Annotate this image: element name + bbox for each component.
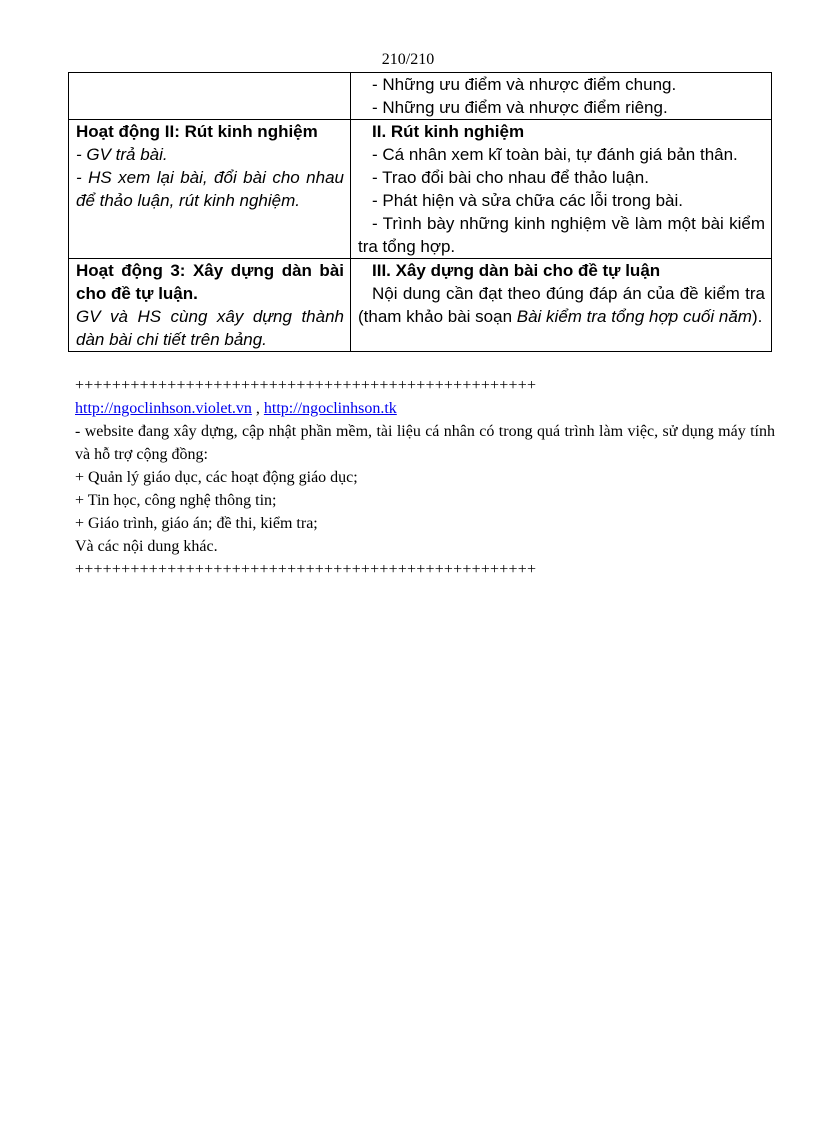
separator-bottom: ++++++++++++++++++++++++++++++++++++++++++++++++++ xyxy=(75,561,537,578)
section-heading: II. Rút kinh nghiệm xyxy=(372,122,525,141)
row1-right-cell xyxy=(351,73,772,120)
website-description: - website đang xây dựng, cập nhật phần mềm, tài liệu cá nhân có trong quá trình làm việc, sử dụng máy tính và hỗ trợ cộng đồng: xyxy=(75,423,775,463)
footer xyxy=(75,374,775,581)
row2-left-cell xyxy=(69,120,351,259)
list-item: - Những ưu điểm và nhược điểm riêng. xyxy=(372,98,668,117)
lesson-table xyxy=(68,72,772,352)
row3-right-cell xyxy=(351,259,772,352)
activity-description: GV và HS cùng xây dựng thành dàn bài chi tiết trên bảng. xyxy=(76,307,344,349)
bullet-item: + Quản lý giáo dục, các hoạt động giáo dục; xyxy=(75,469,358,486)
list-item: - Phát hiện và sửa chữa các lỗi trong bài. xyxy=(372,191,683,210)
closing-text: Và các nội dung khác. xyxy=(75,538,218,555)
page-number: 210/210 xyxy=(381,51,435,68)
link-separator: , xyxy=(251,400,264,417)
link-tk[interactable]: http://ngoclinhson.tk xyxy=(263,400,397,417)
description-end: ). xyxy=(751,307,763,326)
list-item: - Trao đổi bài cho nhau để thảo luận. xyxy=(372,168,649,187)
activity-heading: Hoạt động II: Rút kinh nghiệm xyxy=(76,122,318,141)
row3-left-cell xyxy=(69,259,351,352)
list-item: - HS xem lại bài, đổi bài cho nhau để thảo luận, rút kinh nghiệm. xyxy=(76,168,344,210)
bullet-item: + Giáo trình, giáo án; đề thi, kiểm tra; xyxy=(75,515,318,532)
table-row xyxy=(69,120,772,259)
link-violet[interactable]: http://ngoclinhson.violet.vn xyxy=(75,400,252,417)
links-line xyxy=(75,397,775,420)
table-row xyxy=(69,73,772,120)
activity-heading: Hoạt động 3: Xây dựng dàn bài cho đề tự luận. xyxy=(76,261,344,303)
description-text: Nội dung cần đạt theo đúng đáp án của đề kiểm tra (tham khảo bài soạn xyxy=(358,284,765,326)
row2-right-cell xyxy=(351,120,772,259)
row1-left-cell xyxy=(69,73,351,120)
separator-top: ++++++++++++++++++++++++++++++++++++++++++++++++++ xyxy=(75,377,537,394)
section-heading: III. Xây dựng dàn bài cho đề tự luận xyxy=(372,261,661,280)
reference-title: Bài kiểm tra tổng hợp cuối năm xyxy=(516,307,752,326)
list-item: - Những ưu điểm và nhược điểm chung. xyxy=(372,75,677,94)
list-item: - Cá nhân xem kĩ toàn bài, tự đánh giá bản thân. xyxy=(372,145,738,164)
table-row xyxy=(69,259,772,352)
bullet-item: + Tin học, công nghệ thông tin; xyxy=(75,492,277,509)
section-description xyxy=(358,282,765,328)
list-item: - GV trả bài. xyxy=(76,145,168,164)
list-item: - Trình bày những kinh nghiệm về làm một bài kiểm tra tổng hợp. xyxy=(358,214,765,256)
